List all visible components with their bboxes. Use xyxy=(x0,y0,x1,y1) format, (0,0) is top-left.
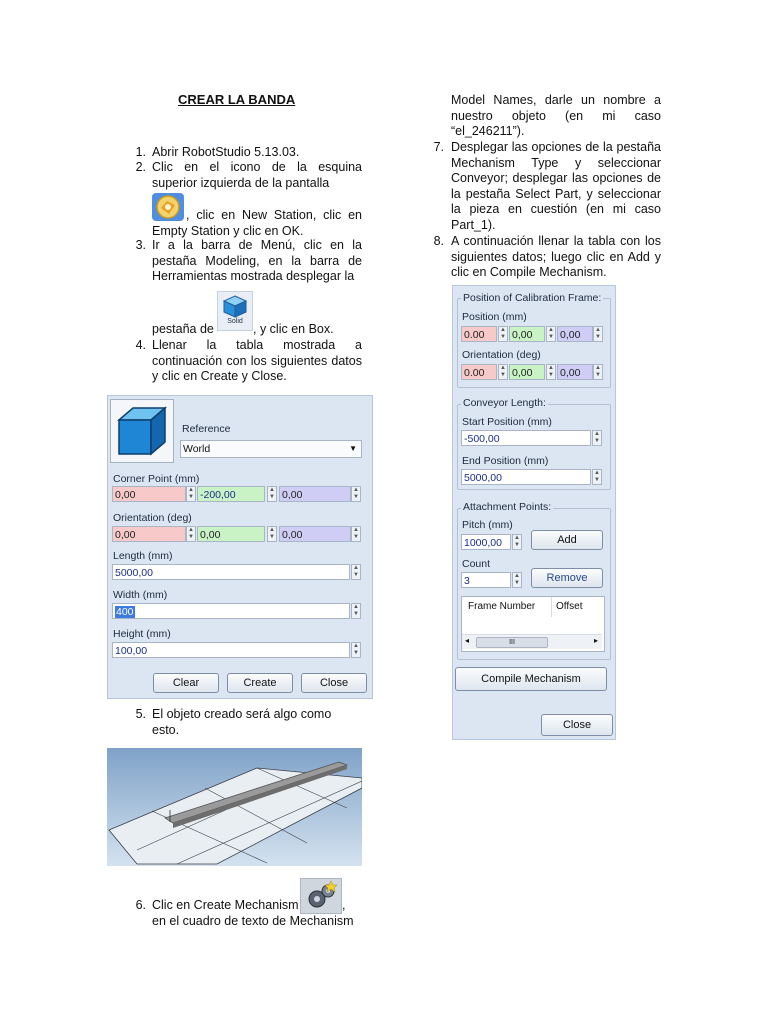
pitch-input[interactable]: 1000,00 xyxy=(461,534,511,550)
end-position-input[interactable]: 5000,00 xyxy=(461,469,591,485)
corner-x-spinner[interactable]: ▲ ▼ xyxy=(186,486,196,502)
step-6-text: Clic en Create Mechanism xyxy=(152,898,299,912)
attachment-points-label: Attachment Points: xyxy=(463,501,552,513)
orientation-y-spinner[interactable]: ▲ ▼ xyxy=(267,526,277,542)
calib-orientation-z-input[interactable]: 0,00 xyxy=(557,364,593,380)
length-input[interactable]: 5000,00 xyxy=(112,564,350,580)
orientation-z-spinner[interactable]: ▲ ▼ xyxy=(351,526,361,542)
corner-z-input[interactable]: 0,00 xyxy=(279,486,351,502)
dialog-close-button[interactable]: Close xyxy=(541,714,613,736)
step-8-text: A continuación llenar la tabla con los siguientes datos; luego clic en Add y clic en Compile Mechanism. xyxy=(451,234,661,280)
solid-icon-label: Solid xyxy=(227,318,243,325)
position-z-spinner[interactable]: ▲ ▼ xyxy=(593,326,603,342)
solid-cube-icon xyxy=(217,291,253,331)
position-x-input[interactable]: 0.00 xyxy=(461,326,497,342)
orientation-x-input[interactable]: 0,00 xyxy=(112,526,186,542)
orientation-z-input[interactable]: 0,00 xyxy=(279,526,351,542)
corner-y-input[interactable]: -200,00 xyxy=(197,486,265,502)
conveyor-length-label: Conveyor Length: xyxy=(463,397,546,409)
offset-header[interactable]: Offset xyxy=(556,601,583,612)
compile-mechanism-button[interactable]: Compile Mechanism xyxy=(455,667,607,691)
step-number: 6. xyxy=(135,898,146,912)
calib-orientation-x-spinner[interactable]: ▲ ▼ xyxy=(498,364,508,380)
create-button[interactable]: Create xyxy=(227,673,293,693)
scroll-thumb[interactable]: III xyxy=(476,637,548,648)
conveyor-render-image xyxy=(107,748,362,866)
clear-button[interactable]: Clear xyxy=(153,673,219,693)
create-conveyor-dialog xyxy=(452,285,616,740)
corner-z-spinner[interactable]: ▲ ▼ xyxy=(351,486,361,502)
step-6-continued-text: Model Names, darle un nombre a nuestro objeto (en mi caso “el_246211”). xyxy=(451,93,661,139)
attachment-table[interactable] xyxy=(461,596,605,652)
calib-orientation-z-spinner[interactable]: ▲ ▼ xyxy=(593,364,603,380)
reference-select[interactable] xyxy=(180,440,362,458)
start-position-input[interactable]: -500,00 xyxy=(461,430,591,446)
position-y-input[interactable]: 0,00 xyxy=(509,326,545,342)
position-x-spinner[interactable]: ▲ ▼ xyxy=(498,326,508,342)
corner-y-spinner[interactable]: ▲ ▼ xyxy=(267,486,277,502)
step-number: 3. xyxy=(135,238,146,252)
reference-value: World xyxy=(183,443,211,455)
corner-x-input[interactable]: 0,00 xyxy=(112,486,186,502)
calib-orientation-y-input[interactable]: 0,00 xyxy=(509,364,545,380)
orientation-y-input[interactable]: 0,00 xyxy=(197,526,265,542)
step-number: 1. xyxy=(135,145,146,159)
box-preview-icon xyxy=(110,399,174,463)
page-title: CREAR LA BANDA xyxy=(178,92,296,107)
calib-orientation-label: Orientation (deg) xyxy=(462,349,541,361)
start-position-spinner[interactable]: ▲ ▼ xyxy=(592,430,602,446)
frame-number-header[interactable]: Frame Number xyxy=(462,597,552,617)
step-4-text: Llenar la tabla mostrada a continuación con los siguientes datos y clic en Create y Close. xyxy=(152,338,362,384)
width-input[interactable] xyxy=(112,603,350,619)
count-spinner[interactable]: ▲ ▼ xyxy=(512,572,522,588)
remove-button[interactable]: Remove xyxy=(531,568,603,588)
create-box-dialog xyxy=(107,395,373,699)
width-label: Width (mm) xyxy=(113,589,168,601)
length-spinner[interactable]: ▲ ▼ xyxy=(351,564,361,580)
pitch-label: Pitch (mm) xyxy=(462,519,513,531)
step-number: 5. xyxy=(135,707,146,721)
step-3-tab-text: pestaña de xyxy=(152,322,214,336)
width-spinner[interactable]: ▲ ▼ xyxy=(351,603,361,619)
end-position-spinner[interactable]: ▲ ▼ xyxy=(592,469,602,485)
step-3-text: Ir a la barra de Menú, clic en la pestaña Modeling, en la barra de Herramientas mostrada desplegar la xyxy=(152,238,362,284)
length-label: Length (mm) xyxy=(113,550,173,562)
count-label: Count xyxy=(462,558,491,570)
orientation-label: Orientation (deg) xyxy=(113,512,192,524)
step-number: 4. xyxy=(135,338,146,352)
end-position-label: End Position (mm) xyxy=(462,455,549,467)
step-2-continuation: , clic en New Station, clic en Empty Station y clic en OK. xyxy=(152,208,362,238)
reference-label: Reference xyxy=(182,423,231,435)
pitch-spinner[interactable]: ▲ ▼ xyxy=(512,534,522,550)
height-spinner[interactable]: ▲ ▼ xyxy=(351,642,361,658)
step-2-text: Clic en el icono de la esquina superior izquierda de la pantalla xyxy=(152,160,362,190)
corner-point-label: Corner Point (mm) xyxy=(113,473,200,485)
calib-orientation-y-spinner[interactable]: ▲ ▼ xyxy=(546,364,556,380)
step-5-text: El objeto creado será algo como esto. xyxy=(152,707,332,737)
scroll-left-icon[interactable]: ◂ xyxy=(465,636,470,645)
step-number: 7. xyxy=(433,140,444,154)
step-number: 2. xyxy=(135,160,146,174)
calibration-group-label: Position of Calibration Frame: xyxy=(463,292,602,304)
width-selected-value: 400 xyxy=(116,606,134,618)
add-button[interactable]: Add xyxy=(531,530,603,550)
step-6-continuation: , en el cuadro de texto de Mechanism xyxy=(152,898,354,928)
scroll-right-icon[interactable]: ▸ xyxy=(593,636,598,645)
step-7-text: Desplegar las opciones de la pestaña Mechanism Type y seleccionar Conveyor; desplegar las opciones de la pestaña Select Part, y seleccionar la pieza en cuestión (en mi caso Part_1). xyxy=(451,140,661,232)
horizontal-scrollbar[interactable] xyxy=(462,634,602,649)
height-input[interactable]: 100,00 xyxy=(112,642,350,658)
calib-orientation-x-input[interactable]: 0.00 xyxy=(461,364,497,380)
close-button[interactable]: Close xyxy=(301,673,367,693)
position-y-spinner[interactable]: ▲ ▼ xyxy=(546,326,556,342)
start-position-label: Start Position (mm) xyxy=(462,416,552,428)
step-3-end-text: , y clic en Box. xyxy=(253,322,334,336)
position-z-input[interactable]: 0,00 xyxy=(557,326,593,342)
position-label: Position (mm) xyxy=(462,311,527,323)
orientation-x-spinner[interactable]: ▲ ▼ xyxy=(186,526,196,542)
step-1-text: Abrir RobotStudio 5.13.03. xyxy=(152,145,300,159)
chevron-down-icon: ▼ xyxy=(349,444,357,453)
height-label: Height (mm) xyxy=(113,628,171,640)
count-input[interactable]: 3 xyxy=(461,572,511,588)
step-number: 8. xyxy=(433,234,444,248)
